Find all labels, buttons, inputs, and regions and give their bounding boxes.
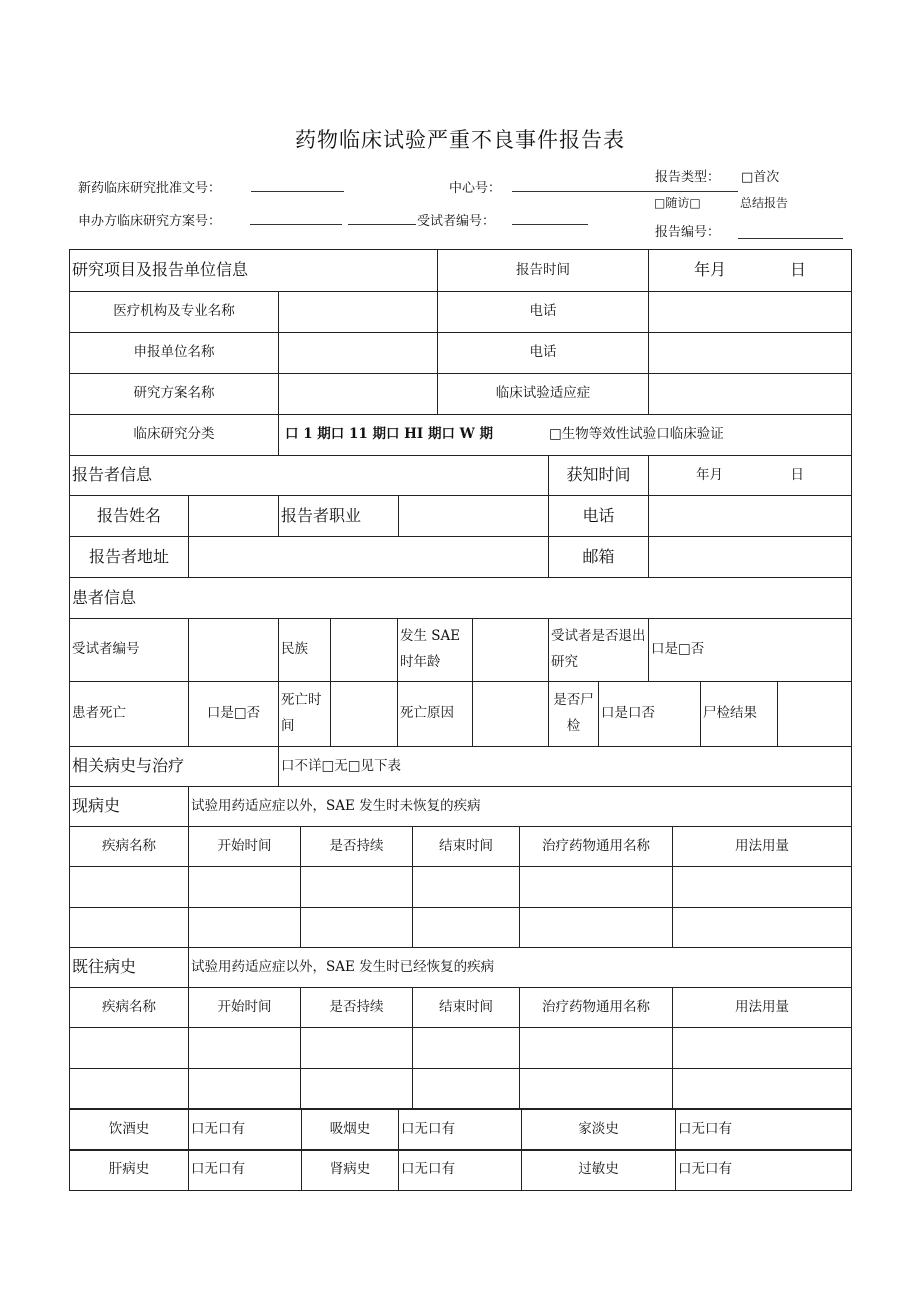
death-time-label: 死亡时间: [278, 681, 331, 747]
protocol_name-label: 研究方案名称: [69, 373, 279, 415]
drinking-label: 饮酒史: [69, 1109, 189, 1151]
institution-label: 医疗机构及专业名称: [69, 291, 279, 333]
report-time-label: 报告时间: [437, 249, 649, 292]
reporter-address-label: 报告者地址: [69, 536, 189, 578]
current-history-label: 现病史: [69, 786, 189, 827]
report-type-followup-checkbox[interactable]: □随访□: [654, 196, 701, 210]
aware-time-label: 获知时间: [548, 455, 649, 496]
reporter-phone-label: 电话: [548, 495, 649, 537]
aware-date-field[interactable]: 年月 日: [648, 455, 852, 496]
smoking-options[interactable]: 口无口有: [398, 1109, 522, 1151]
current-table-cell[interactable]: [188, 866, 301, 907]
report-date-field[interactable]: 年月 日: [648, 249, 852, 292]
subject-no-label: 受试者编号: [69, 618, 189, 682]
subject-no-input[interactable]: [188, 618, 279, 682]
liver-options[interactable]: 口无口有: [188, 1149, 302, 1191]
current-col-header: 治疗药物通用名称: [519, 826, 673, 867]
current-table-cell[interactable]: [69, 907, 189, 948]
protocol-no-field-2[interactable]: [348, 224, 416, 225]
current-col-header: 用法用量: [672, 826, 852, 867]
report-no-field[interactable]: [738, 238, 843, 239]
current-col-header: 结束时间: [412, 826, 520, 867]
classification-label: 临床研究分类: [69, 414, 279, 456]
section-reporter: 报告者信息: [69, 455, 549, 496]
center-no-label: 中心号：: [449, 181, 502, 196]
withdrawn-label: 受试者是否退出研究: [548, 618, 649, 682]
past-table-cell[interactable]: [519, 1027, 673, 1068]
section-patient: 患者信息: [69, 577, 852, 619]
reporter-job-input[interactable]: [398, 495, 549, 537]
current-table-cell[interactable]: [69, 866, 189, 907]
classification-options[interactable]: [278, 414, 852, 456]
sae-age-label: 发生 SAE 时年龄: [397, 618, 473, 682]
current-table-cell[interactable]: [412, 866, 520, 907]
protocol-no-label: 申办方临床研究方案号：: [78, 214, 222, 229]
email-label: 邮箱: [548, 536, 649, 578]
past-table-cell[interactable]: [519, 1068, 673, 1109]
past-table-cell[interactable]: [188, 1027, 301, 1068]
protocol_name-input[interactable]: [278, 373, 438, 415]
liver-label: 肝病史: [69, 1149, 189, 1191]
history-label: 相关病史与治疗: [69, 746, 279, 787]
current-col-header: 疾病名称: [69, 826, 189, 867]
report-type-label: 报告类型：: [655, 170, 721, 185]
reporter-phone-input[interactable]: [648, 495, 852, 537]
family-options[interactable]: 口无口有: [675, 1109, 852, 1151]
autopsy-label: 是否尸检: [548, 681, 599, 747]
past-table-cell[interactable]: [672, 1068, 852, 1109]
subject-no-field[interactable]: [512, 224, 588, 225]
allergy-label: 过敏史: [521, 1149, 676, 1191]
reporter-job-label: 报告者职业: [278, 495, 399, 537]
current-table-cell[interactable]: [188, 907, 301, 948]
past-col-header: 结束时间: [412, 987, 520, 1028]
current-col-header: 是否持续: [300, 826, 413, 867]
allergy-options[interactable]: 口无口有: [675, 1149, 852, 1191]
autopsy-result-input[interactable]: [777, 681, 852, 747]
past-history-label: 既往病史: [69, 947, 189, 988]
current-table-cell[interactable]: [519, 866, 673, 907]
past-col-header: 用法用量: [672, 987, 852, 1028]
drinking-options[interactable]: 口无口有: [188, 1109, 302, 1151]
past-history-desc: 试验用药适应症以外，SAE 发生时已经恢复的疾病: [188, 947, 852, 988]
approval-no-label: 新药临床研究批准文号：: [78, 181, 222, 196]
classification-phases[interactable]: 口 1 期口 11 期口 HI 期口 W 期: [285, 426, 494, 443]
reporter-address-input[interactable]: [188, 536, 549, 578]
protocol-no-field-1[interactable]: [250, 224, 342, 225]
applicant-input[interactable]: [278, 332, 438, 374]
kidney-label: 肾病史: [301, 1149, 399, 1191]
history-options[interactable]: 口不详□无□见下表: [278, 746, 852, 787]
ethnicity-input[interactable]: [330, 618, 398, 682]
current-table-cell[interactable]: [672, 907, 852, 948]
section-project: 研究项目及报告单位信息: [69, 249, 438, 292]
past-col-header: 疾病名称: [69, 987, 189, 1028]
indication-input[interactable]: [648, 373, 852, 415]
reporter-name-input[interactable]: [188, 495, 279, 537]
current-history-desc: 试验用药适应症以外，SAE 发生时未恢复的疾病: [188, 786, 852, 827]
current-table-cell[interactable]: [672, 866, 852, 907]
current-table-cell[interactable]: [300, 907, 413, 948]
family-label: 家淡史: [521, 1109, 676, 1151]
institution-input[interactable]: [278, 291, 438, 333]
report-type-summary-checkbox[interactable]: 总结报告: [740, 196, 789, 210]
phone-label: 电话: [437, 291, 649, 333]
email-input[interactable]: [648, 536, 852, 578]
past-table-cell[interactable]: [412, 1027, 520, 1068]
current-table-cell[interactable]: [300, 866, 413, 907]
phone-input[interactable]: [648, 291, 852, 333]
ethnicity-label: 民族: [278, 618, 331, 682]
phone2-input[interactable]: [648, 332, 852, 374]
current-col-header: 开始时间: [188, 826, 301, 867]
report-type-first-checkbox[interactable]: □首次: [741, 170, 780, 185]
center-no-field[interactable]: [512, 191, 738, 192]
phone2-label: 电话: [437, 332, 649, 374]
past-table-cell[interactable]: [69, 1068, 189, 1109]
report-no-label: 报告编号：: [655, 225, 721, 240]
subject-no-label: 受试者编号：: [417, 214, 496, 229]
autopsy-options[interactable]: 口是口否: [598, 681, 701, 747]
past-table-cell[interactable]: [300, 1027, 413, 1068]
current-table-cell[interactable]: [412, 907, 520, 948]
past-col-header: 治疗药物通用名称: [519, 987, 673, 1028]
withdrawn-options[interactable]: 口是□否: [648, 618, 852, 682]
past-col-header: 开始时间: [188, 987, 301, 1028]
sae-age-input[interactable]: [472, 618, 549, 682]
form-title: 药物临床试验严重不良事件报告表: [295, 128, 625, 152]
reporter-name-label: 报告姓名: [69, 495, 189, 537]
smoking-label: 吸烟史: [301, 1109, 399, 1151]
death-time-input[interactable]: [330, 681, 398, 747]
past-table-cell[interactable]: [69, 1027, 189, 1068]
current-table-cell[interactable]: [519, 907, 673, 948]
death-cause-label: 死亡原因: [397, 681, 473, 747]
indication-label: 临床试验适应症: [437, 373, 649, 415]
past-table-cell[interactable]: [672, 1027, 852, 1068]
autopsy-result-label: 尸检结果: [700, 681, 778, 747]
approval-no-field[interactable]: [251, 191, 344, 192]
death-label: 患者死亡: [69, 681, 189, 747]
applicant-label: 申报单位名称: [69, 332, 279, 374]
classification-other[interactable]: □生物等效性试验口临床验证: [549, 426, 724, 443]
past-table-cell[interactable]: [412, 1068, 520, 1109]
past-table-cell[interactable]: [188, 1068, 301, 1109]
death-options[interactable]: 口是□否: [188, 681, 279, 747]
death-cause-input[interactable]: [472, 681, 549, 747]
past-table-cell[interactable]: [300, 1068, 413, 1109]
past-col-header: 是否持续: [300, 987, 413, 1028]
kidney-options[interactable]: 口无口有: [398, 1149, 522, 1191]
